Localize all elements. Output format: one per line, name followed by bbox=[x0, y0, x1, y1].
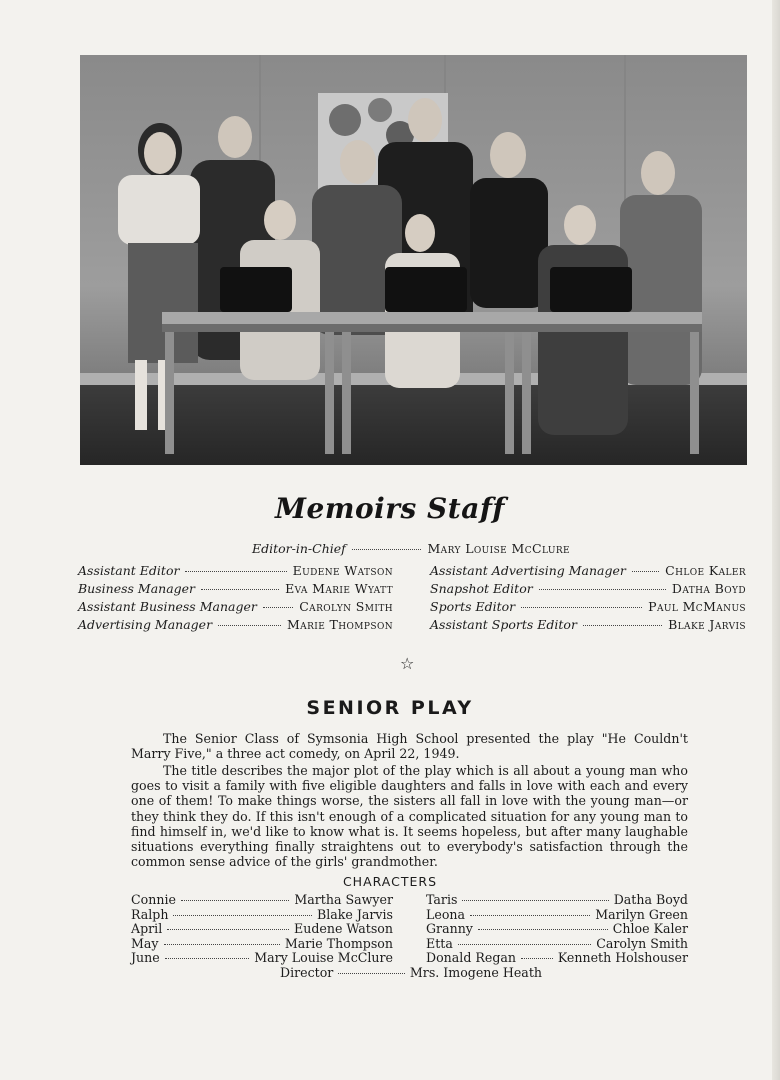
leader-dots bbox=[201, 589, 279, 590]
leader-dots bbox=[521, 958, 553, 959]
staff-role: Assistant Business Manager bbox=[78, 599, 257, 614]
staff-row bbox=[430, 563, 746, 578]
character-actor: Mary Louise McClure bbox=[254, 950, 393, 965]
director-row bbox=[280, 965, 542, 980]
character-actor: Marilyn Green bbox=[595, 907, 688, 922]
leader-dots bbox=[185, 571, 286, 572]
staff-row bbox=[78, 563, 393, 578]
character-role: Granny bbox=[426, 921, 473, 936]
staff-row bbox=[430, 617, 746, 632]
leader-dots bbox=[181, 900, 289, 901]
character-row bbox=[131, 921, 393, 936]
leader-dots bbox=[338, 973, 405, 974]
staff-name: Blake Jarvis bbox=[668, 617, 746, 632]
character-row bbox=[131, 907, 393, 922]
leader-dots bbox=[263, 607, 293, 608]
staff-name: Carolyn Smith bbox=[299, 599, 393, 614]
staff-heading: Memoirs Staff bbox=[275, 492, 505, 525]
leader-dots bbox=[632, 571, 659, 572]
character-actor: Blake Jarvis bbox=[316, 907, 393, 922]
staff-name: Datha Boyd bbox=[671, 581, 746, 596]
page-edge bbox=[772, 0, 780, 1080]
leader-dots bbox=[165, 958, 250, 959]
senior-play-heading: SENIOR PLAY bbox=[306, 697, 474, 719]
staff-role: Assistant Advertising Manager bbox=[430, 563, 626, 578]
character-role: Donald Regan bbox=[426, 950, 517, 965]
staff-group-photo bbox=[80, 55, 747, 465]
staff-name: Paul McManus bbox=[648, 599, 746, 614]
character-actor: Datha Boyd bbox=[613, 892, 688, 907]
staff-name: Chloe Kaler bbox=[665, 563, 746, 578]
character-role: June bbox=[131, 950, 160, 965]
character-role: Connie bbox=[131, 892, 176, 907]
character-row bbox=[131, 892, 393, 907]
star-divider-icon: ☆ bbox=[400, 654, 415, 673]
character-row bbox=[426, 936, 688, 951]
leader-dots bbox=[470, 915, 590, 916]
character-row bbox=[426, 907, 688, 922]
character-row bbox=[426, 921, 688, 936]
director-role: Director bbox=[280, 965, 334, 980]
staff-row bbox=[430, 581, 746, 596]
character-actor: Eudene Watson bbox=[294, 921, 393, 936]
leader-dots bbox=[583, 625, 662, 626]
staff-role: Assistant Editor bbox=[78, 563, 180, 578]
character-row bbox=[131, 936, 393, 951]
director-name: Mrs. Imogene Heath bbox=[409, 965, 542, 980]
staff-name: Eva Marie Wyatt bbox=[285, 581, 393, 596]
staff-role: Advertising Manager bbox=[78, 617, 213, 632]
character-actor: Marie Thompson bbox=[284, 936, 393, 951]
character-actor: Carolyn Smith bbox=[596, 936, 688, 951]
leader-dots bbox=[218, 625, 281, 626]
character-actor: Chloe Kaler bbox=[612, 921, 688, 936]
staff-role: Assistant Sports Editor bbox=[430, 617, 577, 632]
characters-heading: CHARACTERS bbox=[342, 874, 438, 889]
staff-role: Editor-in-Chief bbox=[252, 541, 346, 556]
leader-dots bbox=[458, 944, 591, 945]
staff-row-editor bbox=[252, 541, 570, 556]
character-role: May bbox=[131, 936, 159, 951]
character-row bbox=[426, 950, 688, 965]
leader-dots bbox=[173, 915, 311, 916]
leader-dots bbox=[352, 549, 422, 550]
staff-role: Snapshot Editor bbox=[430, 581, 533, 596]
leader-dots bbox=[164, 944, 280, 945]
character-role: Taris bbox=[426, 892, 458, 907]
leader-dots bbox=[167, 929, 289, 930]
leader-dots bbox=[462, 900, 608, 901]
leader-dots bbox=[521, 607, 642, 608]
character-role: April bbox=[131, 921, 163, 936]
character-row bbox=[131, 950, 393, 965]
staff-name: Eudene Watson bbox=[292, 563, 393, 578]
play-paragraph-2: The title describes the major plot of the play which is all about a young man who goes to visit a family with five eligible daughters and falls in love with each and every one of them! To make things worse, the sisters all fall in love with the young man—or they think they do. If this isn't enough of a complicated situation for any young man to find himself in, we'd like to know what is. It seems hopeless, but after many laughable situations everything finally straightens out to everybody's satisfaction through the common sense advice of the girls' grandmother. bbox=[131, 763, 688, 870]
staff-role: Sports Editor bbox=[430, 599, 516, 614]
leader-dots bbox=[478, 929, 608, 930]
character-role: Etta bbox=[426, 936, 453, 951]
character-role: Leona bbox=[426, 907, 466, 922]
staff-row bbox=[78, 617, 393, 632]
character-actor: Martha Sawyer bbox=[294, 892, 393, 907]
character-role: Ralph bbox=[131, 907, 169, 922]
character-row bbox=[426, 892, 688, 907]
leader-dots bbox=[539, 589, 666, 590]
staff-name: Mary Louise McClure bbox=[427, 541, 570, 556]
staff-role: Business Manager bbox=[78, 581, 196, 596]
character-actor: Kenneth Holshouser bbox=[557, 950, 688, 965]
staff-row bbox=[78, 599, 393, 614]
staff-name: Marie Thompson bbox=[286, 617, 393, 632]
staff-row bbox=[78, 581, 393, 596]
staff-row bbox=[430, 599, 746, 614]
play-paragraph-1: The Senior Class of Symsonia High School presented the play "He Couldn't Marry Five," a three act comedy, on April 22, 1949. bbox=[131, 731, 688, 762]
